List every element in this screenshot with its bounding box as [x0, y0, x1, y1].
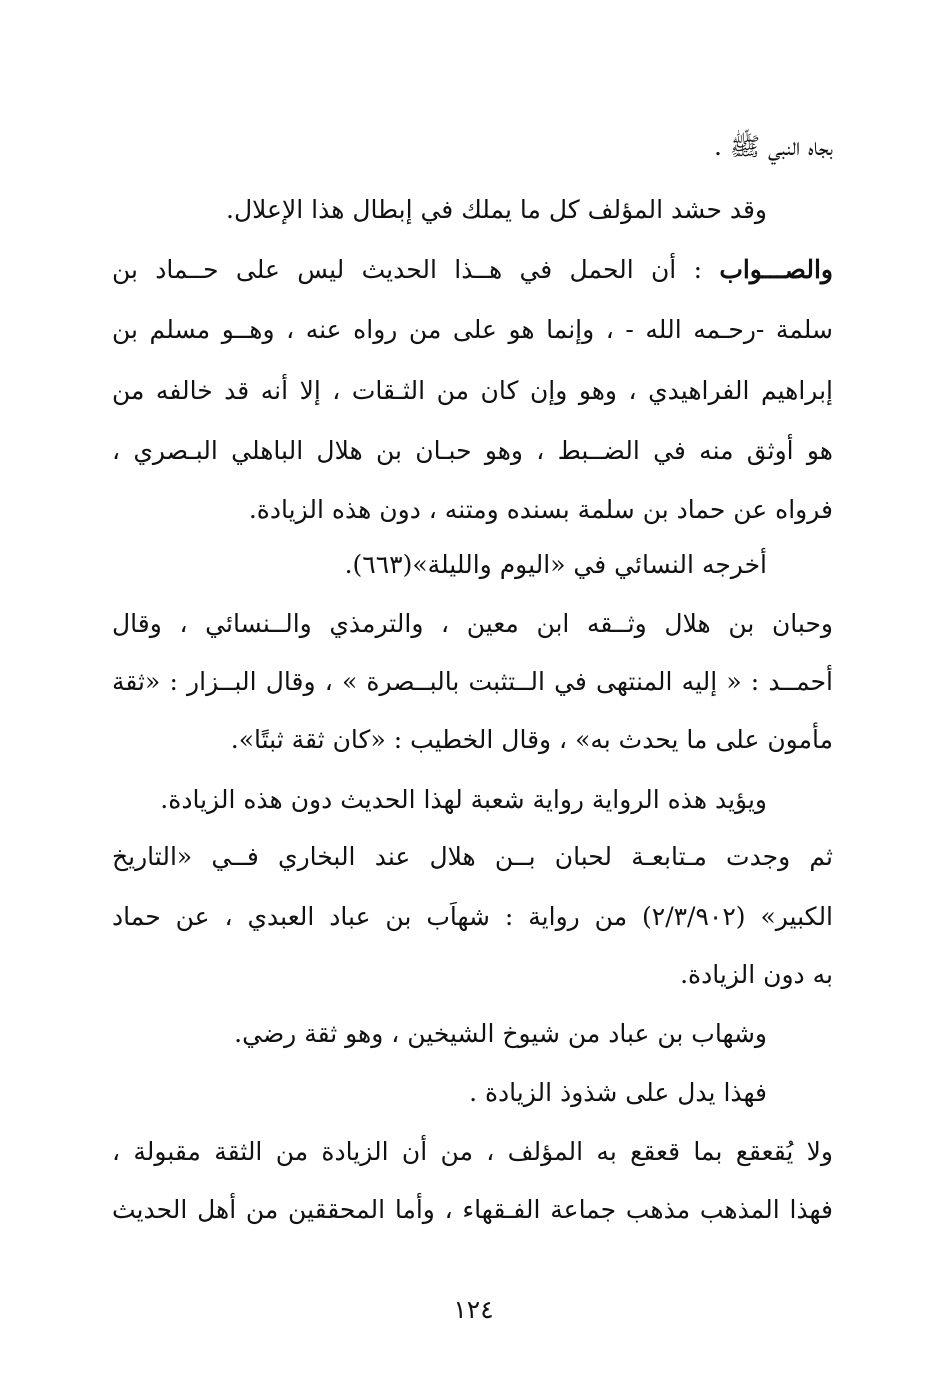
text-line-7: فرواه عن حماد بن سلمة بسنده ومتنه ، دون هذه الزيادة. — [248, 495, 833, 524]
text-line-18: ولا يُقعقع بما قعقع به المؤلف ، من أن الزيادة من الثقة مقبولة ، — [112, 1137, 833, 1166]
text-line-10: أحمــد : « إليه المنتهى في الــتثبت بالبــصرة » ، وقال البــزار : «ثقة — [112, 667, 833, 696]
text-line-17: فهذا يدل على شذوذ الزيادة . — [469, 1078, 767, 1107]
text-line-19: فهذا المذهب مذهب جماعة الفـقهاء ، وأما المحققين من أهل الحديث — [112, 1195, 833, 1224]
text-line-16: وشهاب بن عباد من شيوخ الشيخين ، وهو ثقة رضي. — [234, 1019, 767, 1048]
text-line-11: مأمون على ما يحدث به» ، وقال الخطيب : «كان ثقة ثبتًا». — [230, 725, 833, 754]
text-line-8: أخرجه النسائي في «اليوم والليلة»(٦٦٣). — [344, 550, 767, 579]
text-line-12: ويؤيد هذه الرواية رواية شعبة لهذا الحديث دون هذه الزيادة. — [160, 785, 767, 814]
text-line-13: ثم وجدت مـتابعـة لحبان بــن هلال عند البخاري فــي «التاريخ — [112, 842, 833, 871]
heading-word: والصـــواب — [719, 255, 833, 284]
text-line-3-rest: : أن الحمل في هــذا الحديث ليس على حــماد بن — [112, 255, 720, 284]
page-number: ١٢٤ — [453, 1295, 494, 1324]
text-line-4: سلمة -رحـمه الله - ، وإنما هو على من رواه عنه ، وهــو مسلم بن — [112, 315, 833, 344]
text-line-1: بجاه النبي ﷺ . — [713, 132, 833, 161]
text-line-2: وقد حشد المؤلف كل ما يملك في إبطال هذا الإعلال. — [226, 195, 767, 224]
text-line-6: هو أوثق منه في الضــبط ، وهو حبـان بن هلال الباهلي البـصري ، — [112, 436, 833, 465]
text-line-14: الكبير» (٢/٣/٩٠٢) من رواية : شهاَب بن عباد العبدي ، عن حماد — [112, 902, 834, 931]
text-line-5: إبراهيم الفراهيدي ، وهو وإن كان من الثـقات ، إلا أنه قد خالفه من — [112, 376, 833, 405]
text-line-9: وحبان بن هلال وثــقه ابن معين ، والترمذي والــنسائي ، وقال — [112, 609, 833, 638]
text-line-15: به دون الزيادة. — [680, 960, 833, 989]
text-line-3 — [112, 250, 833, 290]
